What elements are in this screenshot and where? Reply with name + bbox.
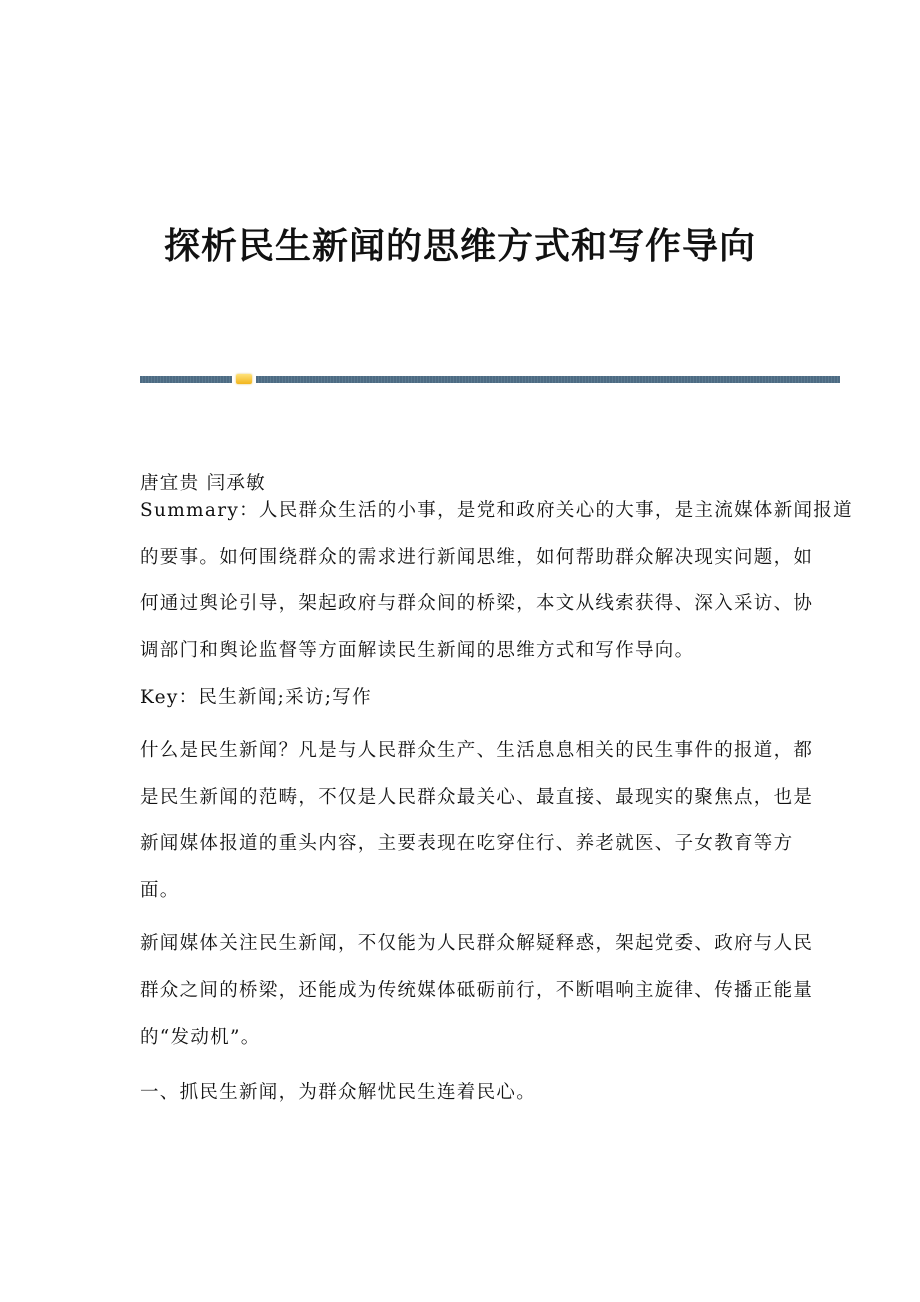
paragraph-line: 新闻媒体关注民生新闻，不仅能为人民群众解疑释惑，架起党委、政府与人民: [140, 933, 814, 954]
authors: 唐宜贵 闫承敏: [140, 473, 266, 494]
keywords: Key：民生新闻;采访;写作: [140, 687, 372, 708]
divider-bar-right: [256, 376, 840, 383]
summary-line: 何通过舆论引导，架起政府与群众间的桥梁，本文从线索获得、深入采访、协: [140, 593, 814, 614]
paragraph-line: 什么是民生新闻？凡是与人民群众生产、生活息息相关的民生事件的报道，都: [140, 740, 814, 761]
paragraph-line: 是民生新闻的范畴，不仅是人民群众最关心、最直接、最现实的聚焦点，也是: [140, 787, 814, 808]
document-title: 探析民生新闻的思维方式和写作导向: [163, 225, 756, 267]
section-heading: 一、抓民生新闻，为群众解忧民生连着民心。: [140, 1082, 537, 1103]
summary-line: Summary：人民群众生活的小事，是党和政府关心的大事，是主流媒体新闻报道: [140, 500, 853, 521]
divider-ornament-icon: [236, 374, 252, 384]
paragraph-line: 新闻媒体报道的重头内容，主要表现在吃穿住行、养老就医、子女教育等方: [140, 833, 794, 854]
paragraph-line: 群众之间的桥梁，还能成为传统媒体砥砺前行，不断唱响主旋律、传播正能量: [140, 980, 814, 1001]
divider-bar-left: [140, 376, 232, 383]
summary-line: 的要事。如何围绕群众的需求进行新闻思维，如何帮助群众解决现实问题，如: [140, 547, 814, 568]
summary-line: 调部门和舆论监督等方面解读民生新闻的思维方式和写作导向。: [140, 640, 695, 661]
paragraph-line: 面。: [140, 880, 180, 901]
paragraph-line: 的“发动机”。: [140, 1027, 261, 1048]
